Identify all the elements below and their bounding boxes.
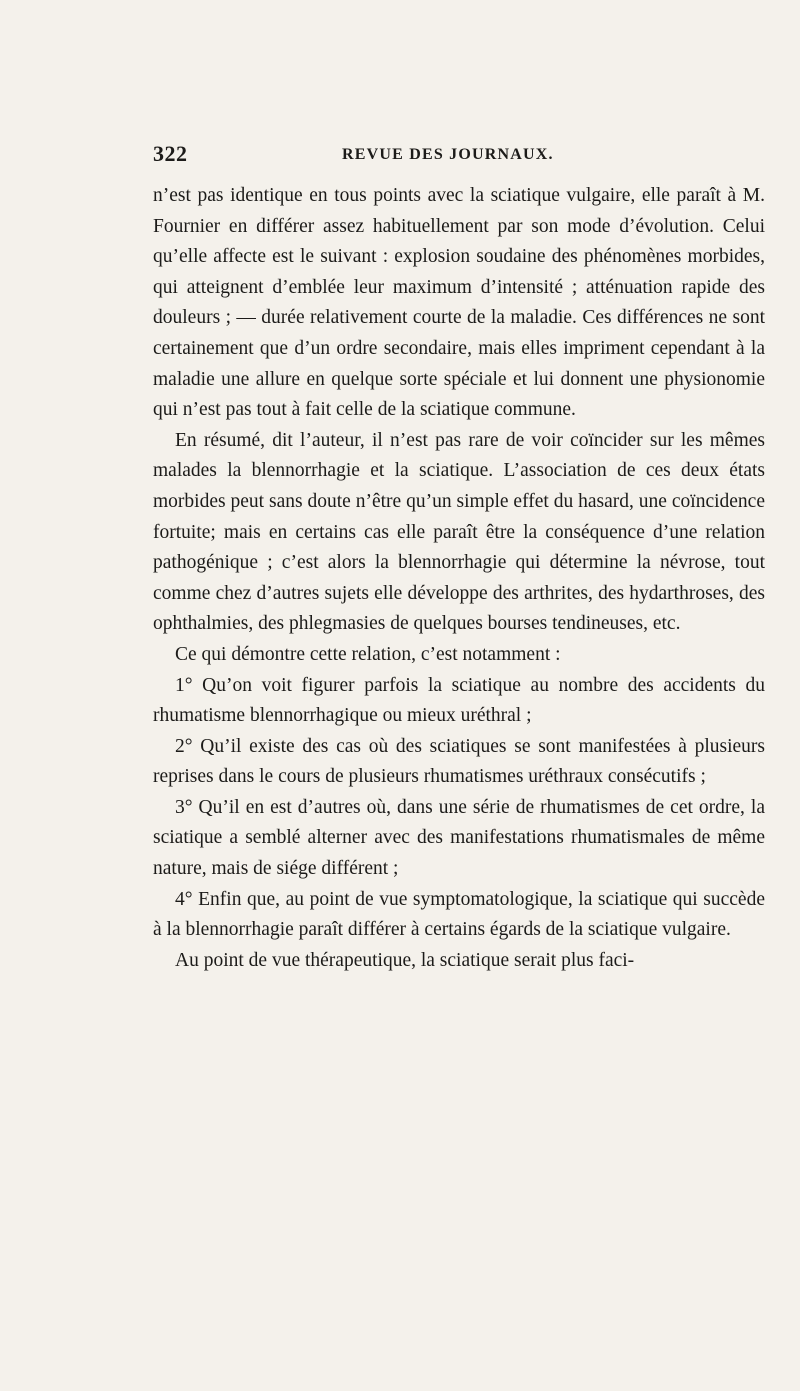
paragraph-continuation: n’est pas identique en tous points avec la sciatique vulgaire, elle paraît à M. Fournier en différer assez habituellement par son mode d’évolution. Celui qu’elle affecte est le suivant : explosion soudaine des phénomènes morbides, qui atteignent d’emblée leur maximum d’intensité ; atténuation rapide des douleurs ; — durée relativement courte de la maladie. Ces différences ne sont certainement que d’un ordre secondaire, mais elles impriment cependant à la maladie une allure en quelque sorte spéciale et lui donnent une physionomie qui n’est pas tout à fait celle de la sciatique commune. (153, 185, 765, 421)
paragraph-therapeutic: Au point de vue thérapeutique, la sciatique serait plus faci- (175, 949, 635, 971)
running-title: REVUE DES JOURNAUX. (342, 146, 554, 163)
paragraph-summary: En résumé, dit l’auteur, il n’est pas rare de voir coïncider sur les mêmes malades la blennorrhagie et la sciatique. L’association de ces deux états morbides peut sans doute n’être qu’un simple effet du hasard, une coïncidence fortuite; mais en certains cas elle paraît être la conséquence d’une relation pathogénique ; c’est alors la blennorrhagie qui détermine la névrose, tout comme chez d’autres sujets elle développe des arthrites, des hydarthroses, des ophthalmies, des phlegmasies de quelques bourses tendineuses, etc. (153, 429, 765, 635)
page-number: 322 (153, 141, 188, 166)
paragraph-intro-list: Ce qui démontre cette relation, c’est notamment : (175, 643, 561, 665)
list-item-1: 1° Qu’on voit figurer parfois la sciatique au nombre des accidents du rhumatisme blennorrhagique ou mieux uréthral ; (153, 674, 765, 727)
list-item-3: 3° Qu’il en est d’autres où, dans une série de rhumatismes de cet ordre, la sciatique a semblé alterner avec des manifestations rhumatismales de même nature, mais de siége différent ; (153, 796, 765, 880)
body-text (153, 181, 765, 976)
list-item-4: 4° Enfin que, au point de vue symptomatologique, la sciatique qui succède à la blennorrhagie paraît différer à certains égards de la sciatique vulgaire. (153, 888, 765, 941)
list-item-2: 2° Qu’il existe des cas où des sciatiques se sont manifestées à plusieurs reprises dans le cours de plusieurs rhumatismes uréthraux consécutifs ; (153, 735, 765, 788)
